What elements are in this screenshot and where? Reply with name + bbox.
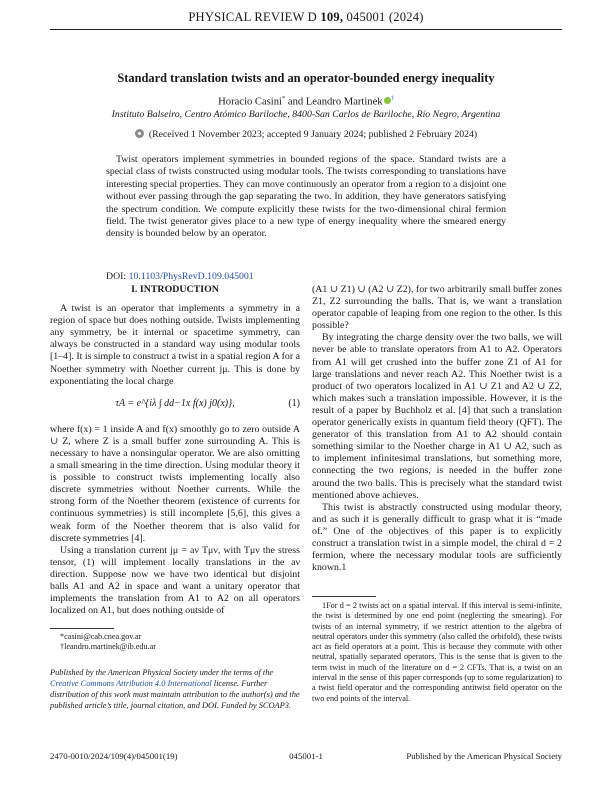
paragraph: By integrating the charge density over the two balls, we will never be able to translate operators from A1 to A2. Operators from A1 will get crushed into the buffer zone Z1 of A1 for large translations and never reach A2. This Noether twist is a product of two operators localized in A1 ∪ Z1 and A2 ∪ Z2, which makes such a translation impossible. However, it is the result of a paper by Buchholz et al. [4] that such a translation operator generically exists in quantum field theory (QFT). The generator of this translation from A1 to A2 should contain something similar to the Noether charge in A1 ∪ A2, such as to implement infinitesimal translations, but something more, connecting the two regions, is needed in the buffer zone around the two balls. This is precisely what the standard twist mentioned above achieves. (312, 332, 562, 501)
footnote-rule (312, 596, 376, 597)
author-mark[interactable]: † (390, 95, 394, 102)
license-text: Published by the American Physical Society under the terms of the (50, 668, 274, 677)
paragraph: where f(x) = 1 inside A and f(x) smoothly go to zero outside A ∪ Z, where Z is a small buffer zone surrounding A. This is necessary to have a nonsingular operator. We are also omitting a small smearing in the time direction. Using modular theory it is possible to construct twists implementing locally also discrete symmetries without Noether currents. While the strong form of the Noether theorem (existence of currents for continuous symmetries) is still incomplete [5,6], this gives a weak form of the Noether theorem that is also valid for discrete symmetries [4]. (50, 423, 300, 544)
author-line (60, 95, 552, 108)
header-rule (50, 29, 562, 30)
crossmark-icon[interactable] (135, 129, 144, 138)
paragraph: Using a translation current jμ = aν Tμν, with Tμν the stress tensor, (1) will implement locally translations in the aν direction. Suppose now we have two identical but disjoint balls A1 and A2 in space and want a unitary operator that implements the translation from A1 to A2 on all operators localized on A1, but does nothing outside of (50, 544, 300, 617)
author-conjunction: and (287, 96, 304, 108)
affiliation: Instituto Balseiro, Centro Atómico Bariloche, 8400-San Carlos de Bariloche, Río Negro, Argentina (111, 109, 501, 120)
section-heading: I. INTRODUCTION (131, 284, 219, 295)
author-name[interactable]: Horacio Casini (218, 96, 282, 108)
paragraph: This twist is abstractly constructed using modular theory, and as such it is generally difficult to grasp what it is “made of.” One of the objectives of this paper is to explicitly construct a translation twist in a simple model, the chiral d = 2 fermion, where the necessary modular tools are sufficiently known.1 (312, 501, 562, 574)
email-footnote[interactable]: *casini@cab.cnea.gov.ar (60, 632, 142, 641)
right-column (312, 284, 562, 574)
article-number: 045001 (2024) (346, 10, 424, 24)
running-head (0, 10, 612, 25)
page-number: 045001-1 (289, 751, 323, 761)
received-text: (Received 1 November 2023; accepted 9 January 2024; published 2 February 2024) (148, 129, 478, 140)
footnote-rule (50, 628, 114, 629)
paper-title: Standard translation twists and an operator-bounded energy inequality (117, 71, 495, 85)
journal-volume: 109, (320, 10, 344, 24)
license-link[interactable]: Creative Commons Attribution 4.0 International (50, 678, 212, 688)
doi-label: DOI: (106, 271, 127, 282)
email-footnote[interactable]: †leandro.martinek@ib.edu.ar (60, 642, 156, 652)
author-mark[interactable]: * (281, 95, 286, 102)
left-column (50, 284, 300, 617)
paragraph: A twist is an operator that implements a symmetry in a region of space but does nothing outside. Twists implementing any symmetry, be it internal or spacetime symmetry, can always be constructed in a standard way using modular tools [1–4]. It is simple to construct a twist in a spatial region A for a Noether symmetry with Noether current jμ. This is done by exponentiating the local charge (50, 303, 300, 387)
author-name[interactable]: Leandro Martinek (305, 96, 383, 108)
equation-body: τA = e^{iλ ∫ dd−1x f(x) j0(x)}, (115, 397, 235, 409)
orcid-icon[interactable] (384, 97, 391, 104)
journal-name: PHYSICAL REVIEW D (188, 10, 317, 24)
footer-issn: 2470-0010/2024/109(4)/045001(19) (50, 751, 178, 761)
equation-1 (50, 391, 300, 421)
author-emails (50, 632, 300, 653)
footnote: 1For d = 2 twists act on a spatial interval. If this interval is semi-infinite, the twist is determined by one end point (neglecting the smearing). For twists of an internal symmetry, if we restrict attention to the algebra of neutral operators under this symmetry (also called the orbifold), these twists act as field operators at a point. This is because they commute with other neutral, spatially separated operators. This is the sense that is given to the term twist in much of the literature on d = 2 CFTs. That is, a twist on an interval in the sense of this paper corresponds (up to some regularization) to a twist field operator and the corresponding antitwist field operator on the two end points of the interval. (312, 601, 562, 703)
doi-link[interactable]: 10.1103/PhysRevD.109.045001 (128, 271, 254, 282)
license-text: license. Further distribution of this work must maintain attribution to the author(s) and the published article’s title, journal citation, and DOI. Funded by SCOAP3. (50, 678, 300, 710)
abstract: Twist operators implement symmetries in bounded regions of the space. Standard twists are a special class of twists constructed using modular tools. The twists corresponding to translations have interesting special properties. They can move continuously an operator from a region to a disjoint one without ever passing through the gap separating the two. In addition, they have generators satisfying the spectrum condition. We compute explicitly these twists for the two-dimensional chiral fermion field. The twist generator gives place to a new type of energy inequality where the smeared energy density is bounded below by an operator. (106, 154, 506, 240)
equation-number: (1) (288, 397, 300, 409)
paragraph: (A1 ∪ Z1) ∪ (A2 ∪ Z2), for two arbitrarily small buffer zones Z1, Z2 surrounding the balls. That is, we want a translation operator capable of leaping from one region to the other. Is this possible? (312, 284, 562, 332)
doi-line (106, 271, 254, 282)
received-dates (60, 129, 552, 140)
footer-publisher: Published by the American Physical Society (406, 751, 562, 761)
license-note (50, 668, 300, 712)
